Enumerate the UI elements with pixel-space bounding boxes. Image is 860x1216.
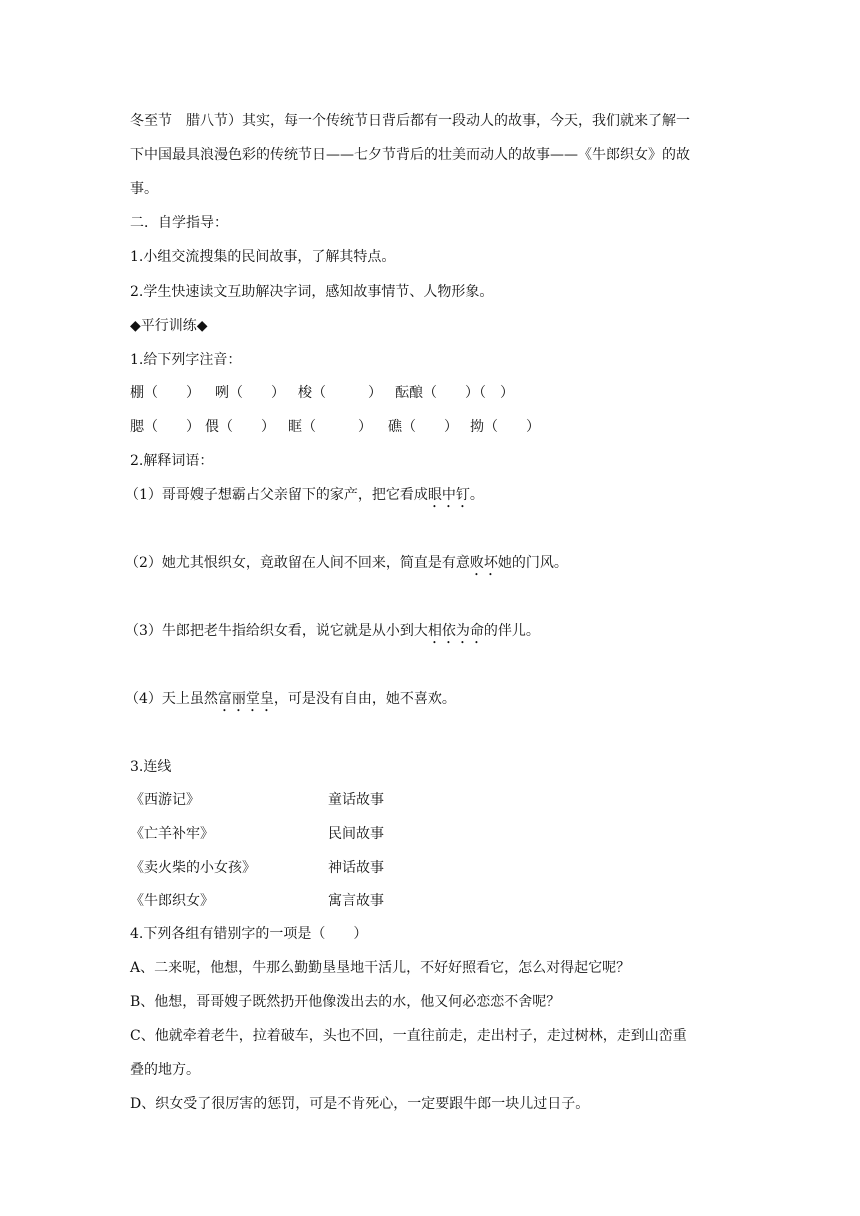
q3-title: 3.连线: [130, 759, 172, 775]
match-right-item: 民间故事: [328, 826, 384, 842]
q2-item-3: [125, 621, 540, 647]
pinyin-blank: 梭（ ）: [298, 385, 382, 401]
match-left-item: 《牛郎织女》: [130, 893, 214, 909]
q2-marked-word: 相依为命: [427, 623, 484, 639]
match-right-item: 寓言故事: [328, 893, 384, 909]
self-study-item-1: 1.小组交流搜集的民间故事，了解其特点。: [130, 249, 396, 265]
q2-item-text: （3）牛郎把老牛指给织女看，说它就是从小到大: [125, 623, 428, 639]
pinyin-blank: 酝酿（ ）（ ）: [395, 385, 514, 401]
q4-option-a: A、二来呢，他想，牛那么勤勤垦垦地干活儿，不好好照看它，怎么对得起它呢？: [130, 960, 631, 976]
q2-marked-word: 败坏: [469, 555, 498, 571]
match-right-item: 童话故事: [328, 792, 384, 808]
q2-item-2: [125, 553, 568, 579]
q2-item-4: [125, 689, 456, 715]
match-right-item: 神话故事: [328, 860, 384, 876]
q2-item-text: （4）天上虽然: [125, 691, 218, 707]
match-left-item: 《亡羊补牢》: [130, 826, 214, 842]
q4-title: 4.下列各组有错别字的一项是（ ）: [130, 926, 368, 942]
q2-item-text: （1）哥哥嫂子想霸占父亲留下的家产，把它看成: [125, 487, 428, 503]
intro-line-2: 下中国最具浪漫色彩的传统节日——七夕节背后的壮美而动人的故事——《牛郎织女》的故: [130, 147, 690, 163]
training-heading: ◆平行训练◆: [130, 318, 208, 334]
q2-item-text: 的伴儿。: [483, 623, 540, 639]
q2-title: 2.解释词语：: [130, 453, 214, 469]
q4-option-c-line2: 叠的地方。: [130, 1062, 200, 1078]
q2-marked-word: 眼中钉: [427, 487, 470, 503]
section-heading-self-study: 二．自学指导：: [130, 215, 228, 231]
pinyin-blank: 咧（ ）: [215, 385, 285, 401]
q2-item-1: [125, 485, 484, 511]
q2-marked-word: 富丽堂皇: [217, 691, 274, 707]
pinyin-blank: 礁（ ）: [388, 419, 458, 435]
q2-item-text: ，可是没有自由，她不喜欢。: [273, 691, 456, 707]
match-left-item: 《西游记》: [130, 792, 200, 808]
pinyin-blank: 拗（ ）: [470, 419, 540, 435]
pinyin-blank: 眶（ ）: [288, 419, 372, 435]
q4-option-b: B、他想，哥哥嫂子既然扔开他像泼出去的水，他又何必恋恋不舍呢？: [130, 994, 561, 1010]
pinyin-blank: 腮（ ）: [130, 419, 200, 435]
self-study-item-2: 2.学生快速读文互助解决字词，感知故事情节、人物形象。: [130, 284, 494, 300]
pinyin-blank: 偎（ ）: [205, 419, 275, 435]
q1-title: 1.给下列字注音：: [130, 352, 242, 368]
q2-item-text: （2）她尤其恨织女，竟敢留在人间不回来，简直是有意: [125, 555, 470, 571]
q2-item-text: 。: [469, 487, 484, 503]
intro-line-1: 冬至节 腊八节）其实，每一个传统节日背后都有一段动人的故事，今天，我们就来了解一: [130, 113, 690, 129]
intro-line-3: 事。: [130, 181, 158, 197]
q2-item-text: 她的门风。: [497, 555, 568, 571]
pinyin-blank: 棚（ ）: [130, 385, 200, 401]
q4-option-c-line1: C、他就牵着老牛，拉着破车，头也不回，一直往前走，走出村子，走过树林，走到山峦重: [130, 1028, 687, 1044]
match-left-item: 《卖火柴的小女孩》: [130, 860, 256, 876]
q4-option-d: D、织女受了很厉害的惩罚，可是不肯死心，一定要跟牛郎一块儿过日子。: [130, 1096, 590, 1112]
